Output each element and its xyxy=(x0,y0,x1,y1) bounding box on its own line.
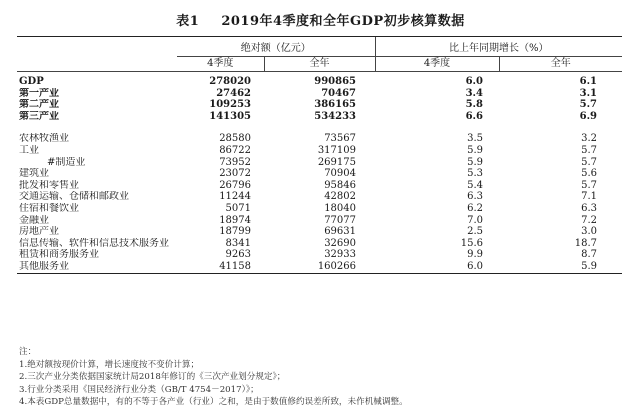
row-label: 信息传输、软件和信息技术服务业 xyxy=(19,237,169,249)
industry-row xyxy=(17,249,622,261)
cell-q4-growth: 6.6 xyxy=(465,110,483,122)
row-label: 工业 xyxy=(19,144,39,156)
table-number: 表1 xyxy=(176,14,200,29)
table-notes xyxy=(19,346,629,409)
cell-year-absolute: 77077 xyxy=(324,214,356,226)
row-label: 其他服务业 xyxy=(17,261,177,273)
table-title xyxy=(0,10,641,29)
cell-year-growth: 6.3 xyxy=(581,202,598,214)
cell-q4-growth: 5.9 xyxy=(467,144,483,156)
cell-year-absolute: 317109 xyxy=(317,144,356,156)
note-item: 2.三次产业分类依据国家统计局2018年修订的《三次产业划分规定》； xyxy=(19,372,286,382)
industry-row xyxy=(17,180,622,192)
cell-q4-growth: 3.4 xyxy=(465,87,483,99)
cell-year-absolute: 160266 xyxy=(264,261,375,273)
cell-q4-growth: 6.3 xyxy=(467,191,483,203)
header-absolute-q4: 4季度 xyxy=(177,57,264,72)
industry-row xyxy=(17,238,622,250)
industry-row xyxy=(17,261,622,273)
row-label: #制造业 xyxy=(47,156,86,168)
cell-year-absolute: 73567 xyxy=(324,133,356,145)
cell-year-growth: 7.1 xyxy=(581,191,598,203)
row-label: 住宿和餐饮业 xyxy=(19,202,79,214)
cell-q4-absolute: 8341 xyxy=(225,237,251,249)
industry-row xyxy=(17,226,622,238)
cell-q4-growth: 5.8 xyxy=(465,99,483,111)
cell-year-absolute: 18040 xyxy=(324,202,356,214)
cell-year-growth: 5.7 xyxy=(581,144,598,156)
cell-year-growth: 6.1 xyxy=(579,76,598,87)
cell-q4-absolute: 73952 xyxy=(219,156,251,168)
header-growth-year: 全年 xyxy=(499,57,622,72)
cell-q4-growth: 15.6 xyxy=(460,237,483,249)
note-item: 1.绝对额按现价计算，增长速度按不变价计算； xyxy=(19,359,200,370)
cell-year-absolute: 32690 xyxy=(324,237,356,249)
summary-row xyxy=(17,111,622,123)
cell-year-growth: 6.9 xyxy=(579,110,598,122)
row-label: 农林牧渔业 xyxy=(19,133,69,145)
summary-row xyxy=(17,76,622,88)
cell-year-growth: 8.7 xyxy=(581,249,598,261)
industry-row xyxy=(17,145,622,157)
cell-q4-growth: 2.5 xyxy=(467,226,483,238)
row-label: 租赁和商务服务业 xyxy=(19,249,99,261)
cell-year-growth: 18.7 xyxy=(574,237,598,249)
cell-year-growth: 3.1 xyxy=(579,87,598,99)
cell-year-growth: 5.7 xyxy=(579,99,598,111)
cell-q4-growth: 6.0 xyxy=(465,76,483,87)
row-label: 第二产业 xyxy=(19,99,59,111)
cell-q4-absolute: 18974 xyxy=(219,214,251,226)
cell-q4-growth: 5.9 xyxy=(467,156,483,168)
cell-q4-absolute: 141305 xyxy=(209,110,251,122)
cell-q4-growth: 6.0 xyxy=(375,261,499,273)
row-label: 金融业 xyxy=(19,214,49,226)
notes-heading: 注： xyxy=(19,347,37,357)
row-label: 第三产业 xyxy=(19,110,59,122)
cell-q4-growth: 5.4 xyxy=(467,179,483,191)
row-label: 交通运输、仓储和邮政业 xyxy=(19,191,129,203)
summary-row xyxy=(17,88,622,100)
industry-row xyxy=(17,191,622,203)
cell-year-absolute: 70904 xyxy=(324,168,356,180)
cell-q4-absolute: 26796 xyxy=(219,179,251,191)
cell-q4-growth: 7.0 xyxy=(467,214,483,226)
row-label: 房地产业 xyxy=(19,226,59,238)
cell-q4-absolute: 9263 xyxy=(225,249,251,261)
cell-year-absolute: 269175 xyxy=(317,156,356,168)
cell-year-growth: 7.2 xyxy=(581,214,598,226)
cell-year-absolute: 990865 xyxy=(314,76,356,87)
summary-row xyxy=(17,99,622,111)
cell-q4-growth: 5.3 xyxy=(467,168,483,180)
cell-year-growth: 5.6 xyxy=(581,168,598,180)
cell-q4-absolute: 278020 xyxy=(209,76,251,87)
cell-year-absolute: 69631 xyxy=(324,226,356,238)
note-item: 4.本表GDP总量数据中，有的不等于各产业（行业）之和，是由于数值修约误差所致，未作机械调整。 xyxy=(19,397,408,407)
spacer-row xyxy=(17,122,622,133)
industry-row xyxy=(17,215,622,227)
cell-q4-growth: 3.5 xyxy=(467,133,483,145)
cell-year-growth: 3.2 xyxy=(581,133,598,145)
row-label: 第一产业 xyxy=(19,87,59,99)
header-row-groups xyxy=(17,37,622,57)
header-group-growth: 比上年同期增长（%） xyxy=(375,37,622,57)
industry-row xyxy=(17,168,622,180)
row-label: 批发和零售业 xyxy=(19,179,79,191)
industry-row xyxy=(17,133,622,145)
cell-q4-absolute: 23072 xyxy=(219,168,251,180)
cell-q4-growth: 6.2 xyxy=(467,202,483,214)
cell-year-absolute: 386165 xyxy=(314,99,356,111)
cell-year-absolute: 95846 xyxy=(324,179,356,191)
header-blank xyxy=(17,57,177,72)
cell-year-absolute: 534233 xyxy=(314,110,356,122)
cell-year-absolute: 42802 xyxy=(324,191,356,203)
cell-q4-absolute: 18799 xyxy=(219,226,251,238)
industry-row xyxy=(17,203,622,215)
header-absolute-year: 全年 xyxy=(264,57,375,72)
cell-year-growth: 5.9 xyxy=(499,261,622,273)
note-item: 3.行业分类采用《国民经济行业分类（GB/T 4754－2017）》； xyxy=(19,384,259,395)
cell-year-absolute: 32933 xyxy=(324,249,356,261)
cell-year-growth: 3.0 xyxy=(581,226,598,238)
row-label: 建筑业 xyxy=(19,168,49,180)
cell-year-growth: 5.7 xyxy=(581,156,598,168)
cell-q4-absolute: 11244 xyxy=(219,191,251,203)
cell-q4-absolute: 5071 xyxy=(225,202,251,214)
cell-q4-absolute: 27462 xyxy=(216,87,251,99)
cell-q4-absolute: 86722 xyxy=(219,144,251,156)
table-title-text: 2019年4季度和全年GDP初步核算数据 xyxy=(221,14,465,29)
cell-q4-absolute: 28580 xyxy=(219,133,251,145)
industry-row xyxy=(17,157,622,169)
cell-q4-growth: 9.9 xyxy=(467,249,483,261)
header-blank xyxy=(17,37,177,57)
cell-q4-absolute: 109253 xyxy=(209,99,251,111)
cell-year-absolute: 70467 xyxy=(321,87,356,99)
gdp-table xyxy=(17,36,622,274)
header-growth-q4: 4季度 xyxy=(375,57,499,72)
cell-q4-absolute: 41158 xyxy=(177,261,264,273)
header-row-periods xyxy=(17,57,622,72)
cell-year-growth: 5.7 xyxy=(581,179,598,191)
row-label: GDP xyxy=(19,76,44,87)
header-group-absolute: 绝对额（亿元） xyxy=(177,37,375,57)
